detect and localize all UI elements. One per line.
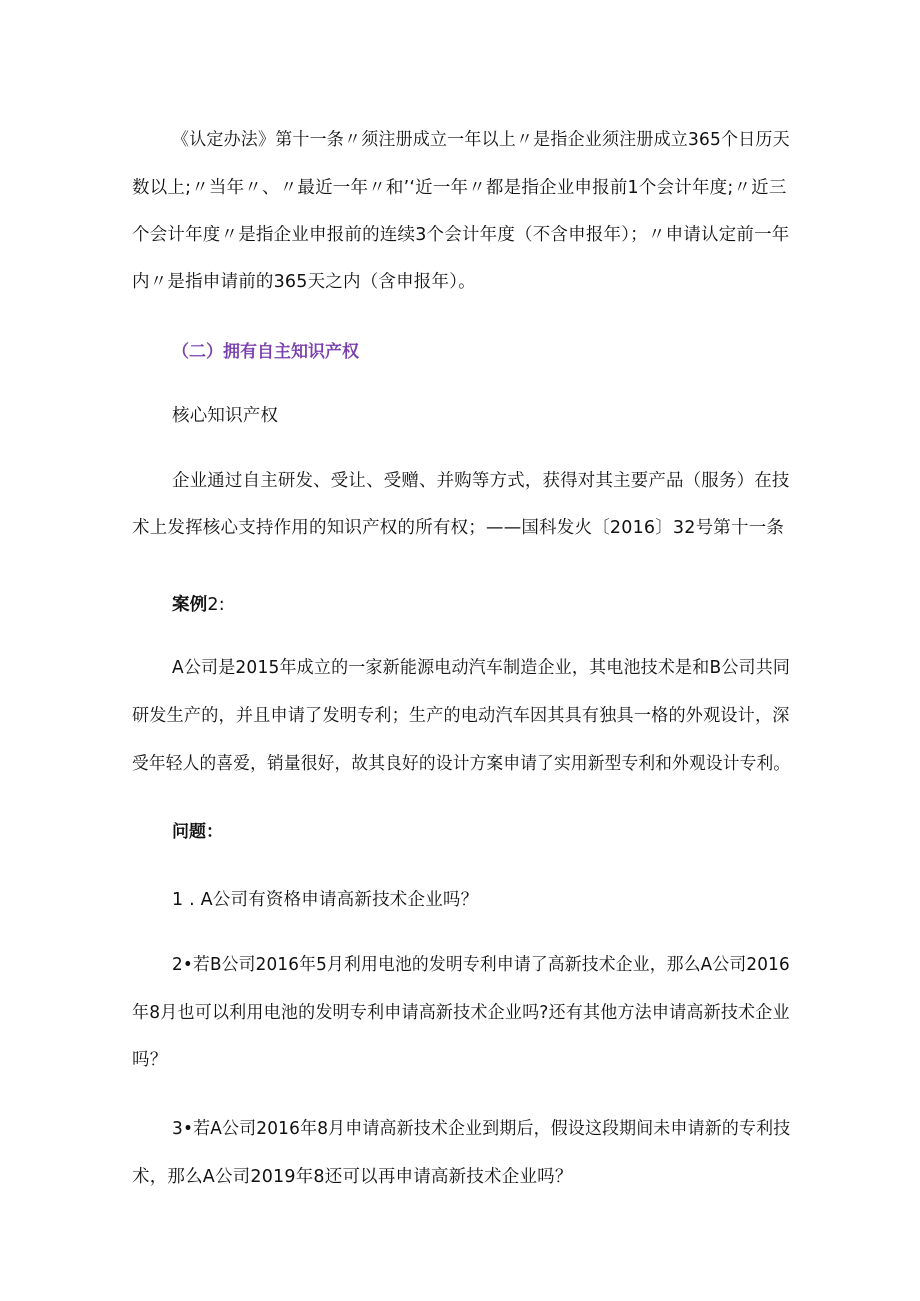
paragraph-line: 个会计年度〃是指企业申报前的连续3个会计年度（不含申报年）；〃申请认定前一年: [132, 225, 790, 245]
case-label-text: 案例: [172, 595, 208, 615]
subheading: 核心知识产权: [172, 406, 279, 426]
paragraph-line: 《认定办法》第十一条〃须注册成立一年以上〃是指企业须注册成立365个日历天: [172, 130, 790, 150]
paragraph-line: 年8月也可以利用电池的发明专利申请高新技术企业吗?还有其他方法申请高新技术企业: [132, 1003, 790, 1023]
paragraph-line: 术，那么A公司2019年8还可以再申请高新技术企业吗？: [132, 1167, 573, 1187]
case-number: 2:: [207, 595, 225, 615]
question-1: 1 . A公司有资格申请高新技术企业吗？: [172, 890, 479, 910]
paragraph-line: 术上发挥核心支持作用的知识产权的所有权；——国科发火〔2016〕32号第十一条: [132, 518, 785, 538]
paragraph-line: 吗？: [132, 1050, 168, 1070]
paragraph-line: 3•若A公司2016年8月申请高新技术企业到期后，假设这段期间未申请新的专利技: [172, 1119, 791, 1139]
paragraph-line: 2•若B公司2016年5月利用电池的发明专利申请了高新技术企业，那么A公司2016: [172, 955, 790, 975]
paragraph-line: 企业通过自主研发、受让、受赠、并购等方式，获得对其主要产品（服务）在技: [172, 471, 790, 491]
paragraph-line: 研发生产的，并且申请了发明专利；生产的电动汽车因其具有独具一格的外观设计，深: [132, 706, 790, 726]
paragraph-line: A公司是2015年成立的一家新能源电动汽车制造企业，其电池技术是和B公司共同: [172, 658, 791, 678]
case-label: [172, 593, 225, 617]
paragraph-line: 数以上;〃当年〃、〃最近一年〃和’‘近一年〃都是指企业申报前1个会计年度;〃近三: [132, 178, 787, 198]
paragraph-line: 受年轻人的喜爱，销量很好，故其良好的设计方案申请了实用新型专利和外观设计专利。: [132, 754, 791, 774]
section-heading: （二）拥有自主知识产权: [172, 342, 359, 362]
questions-label: 问题：: [172, 822, 223, 842]
paragraph-line: 内〃是指申请前的365天之内（含申报年）。: [132, 272, 476, 292]
